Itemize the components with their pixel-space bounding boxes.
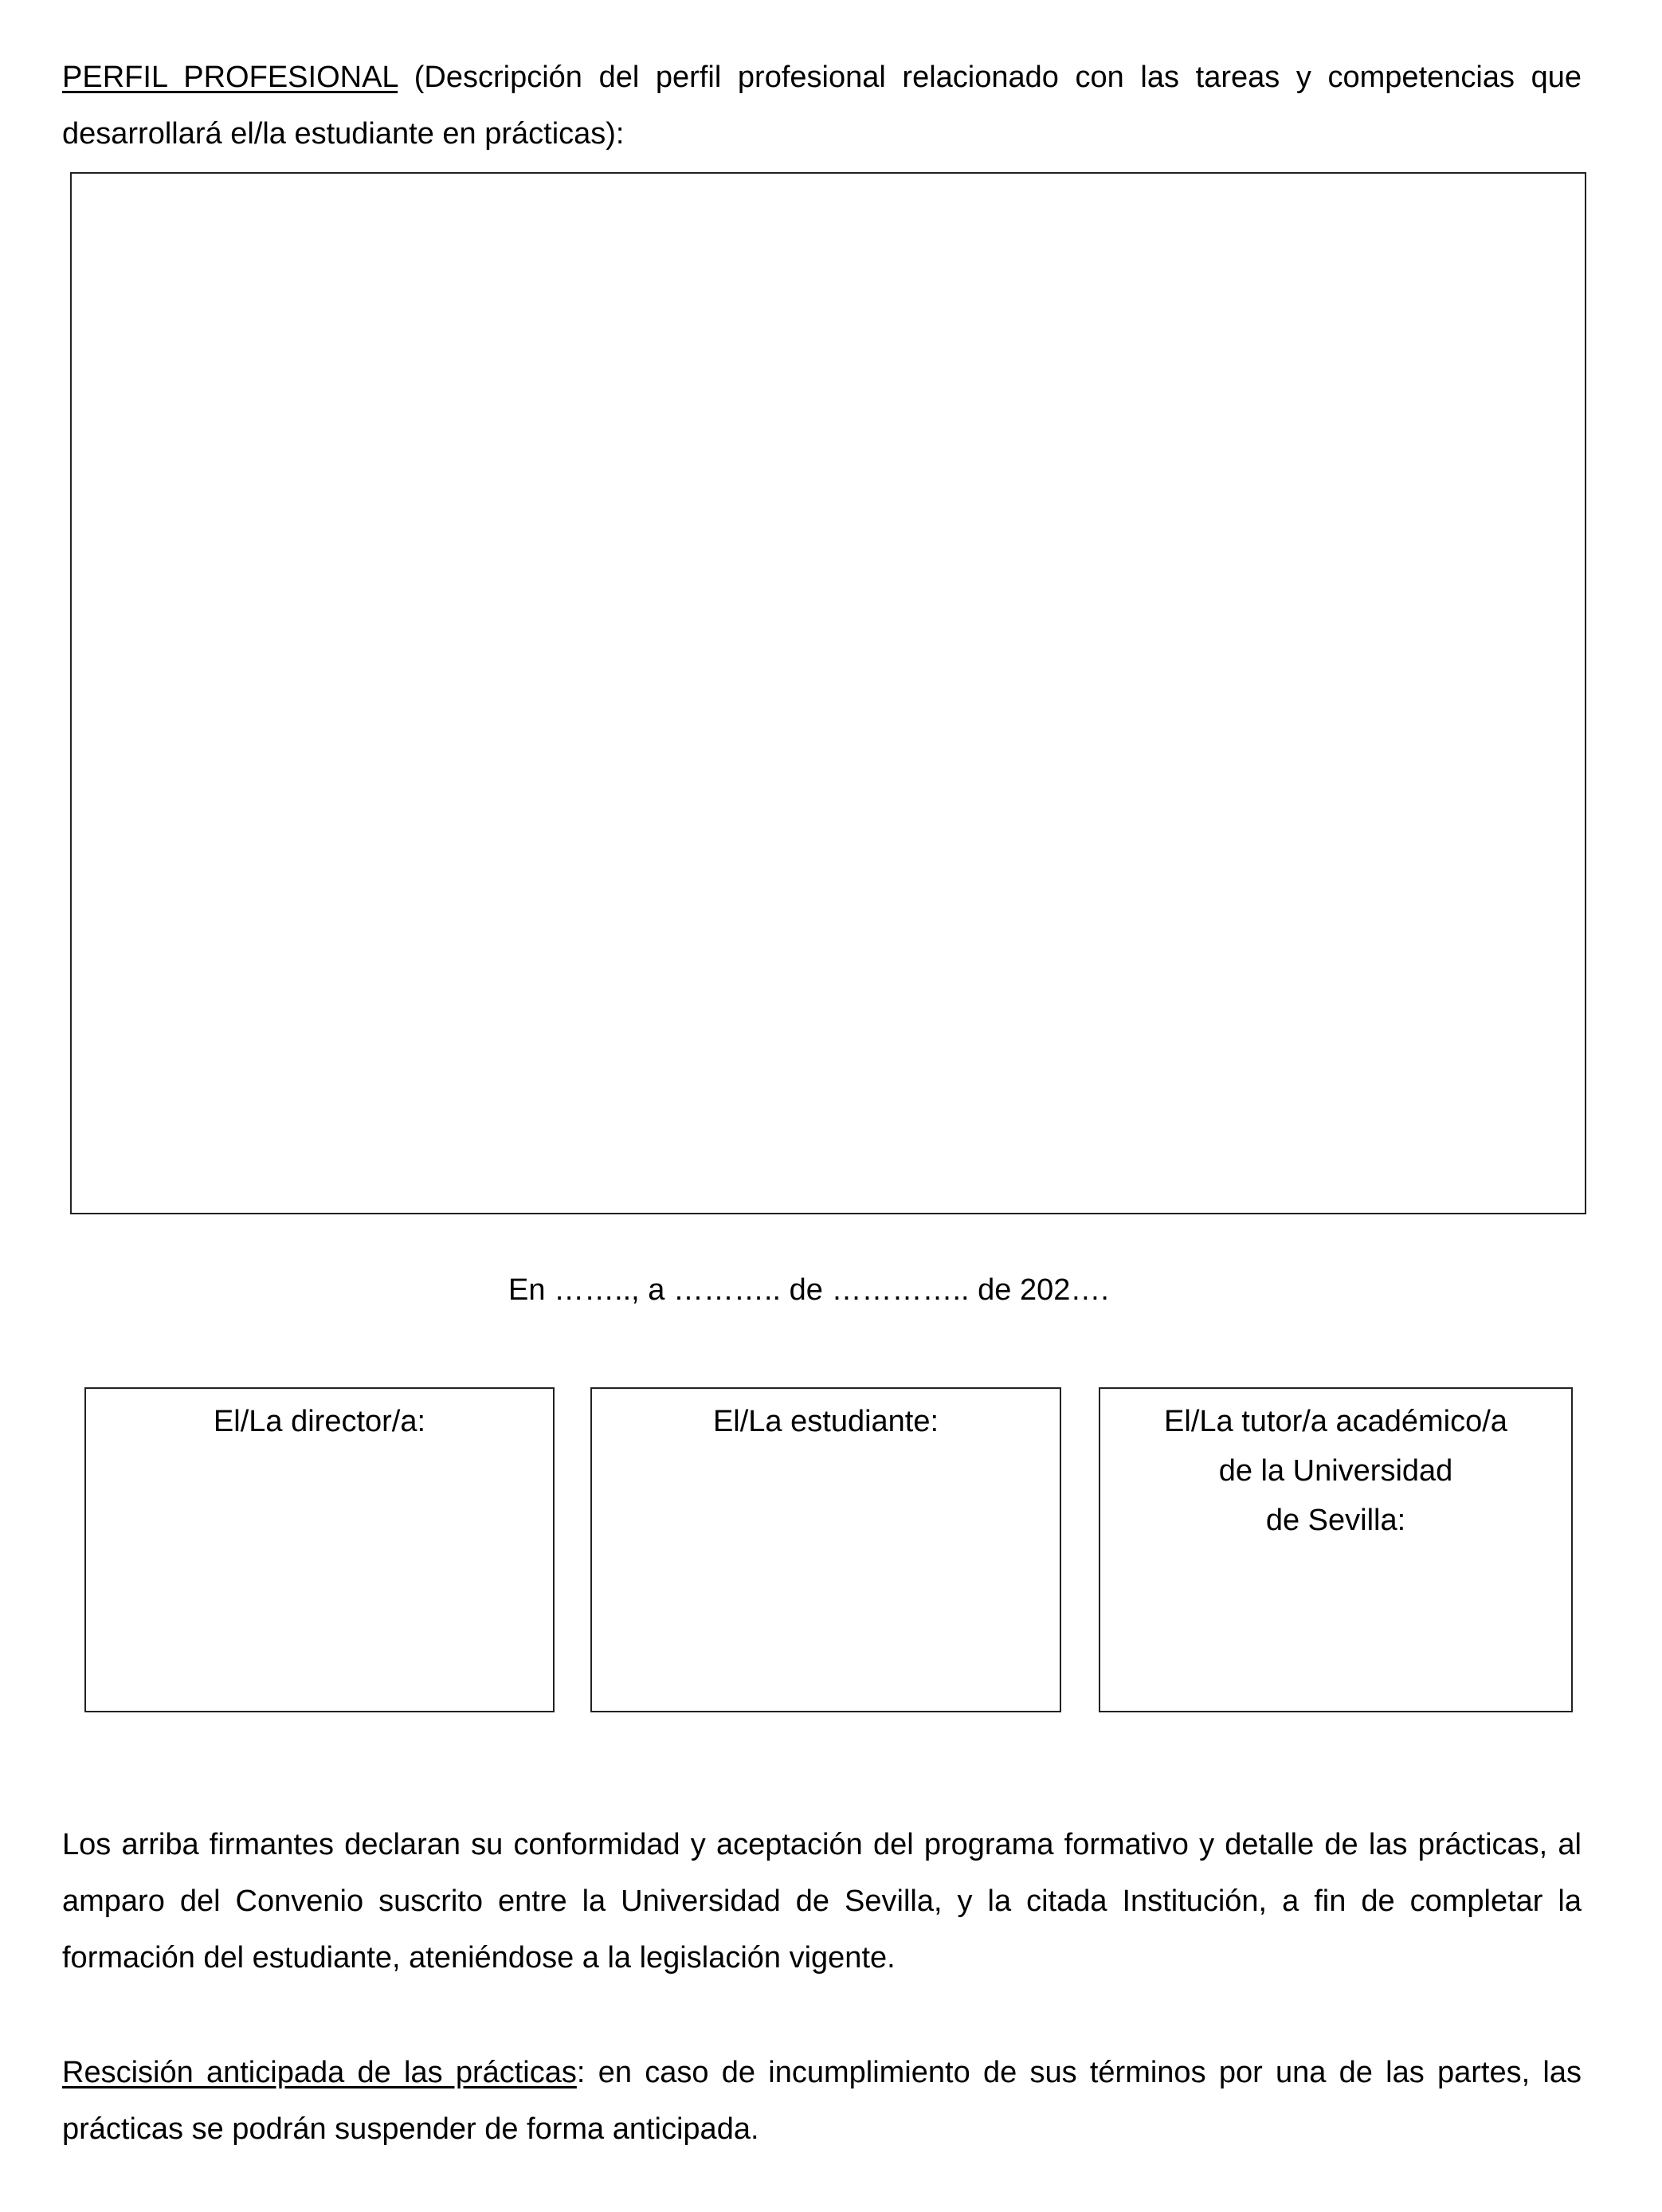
signature-box-director[interactable] bbox=[84, 1387, 555, 1712]
perfil-heading: PERFIL PROFESIONAL bbox=[62, 61, 398, 94]
date-line: En …….., a ……….. de ………….. de 202…. bbox=[508, 1273, 1109, 1307]
rescision-paragraph bbox=[62, 2045, 1582, 2158]
signature-label: de Sevilla: bbox=[1265, 1504, 1406, 1537]
perfil-description: (Descripción del perfil profesional relacionado con las tareas y competencias que desarrollará el/la estudiante en prácticas): bbox=[62, 61, 1582, 151]
perfil-profesional-textbox[interactable] bbox=[70, 172, 1586, 1214]
signature-label: de la Universidad bbox=[1218, 1454, 1453, 1488]
declaration-paragraph: Los arriba firmantes declaran su conformidad y aceptación del programa formativo y detalle de las prácticas, al amparo del Convenio suscrito entre la Universidad de Sevilla, y la citada Institución, a fin de completar la formación del estudiante, ateniéndose a la legislación vigente. bbox=[62, 1828, 1582, 1975]
signature-box-estudiante[interactable] bbox=[590, 1387, 1061, 1712]
perfil-profesional-label bbox=[62, 49, 1582, 163]
signature-label: El/La director/a: bbox=[213, 1405, 426, 1438]
signature-box-tutor[interactable] bbox=[1099, 1387, 1573, 1712]
rescision-text: : en caso de incumplimiento de sus términos por una de las partes, las prácticas se podrán suspender de forma anticipada. bbox=[62, 2056, 1582, 2146]
rescision-heading: Rescisión anticipada de las prácticas bbox=[62, 2056, 577, 2089]
signature-label: El/La tutor/a académico/a bbox=[1164, 1405, 1507, 1438]
signature-label: El/La estudiante: bbox=[712, 1405, 939, 1438]
